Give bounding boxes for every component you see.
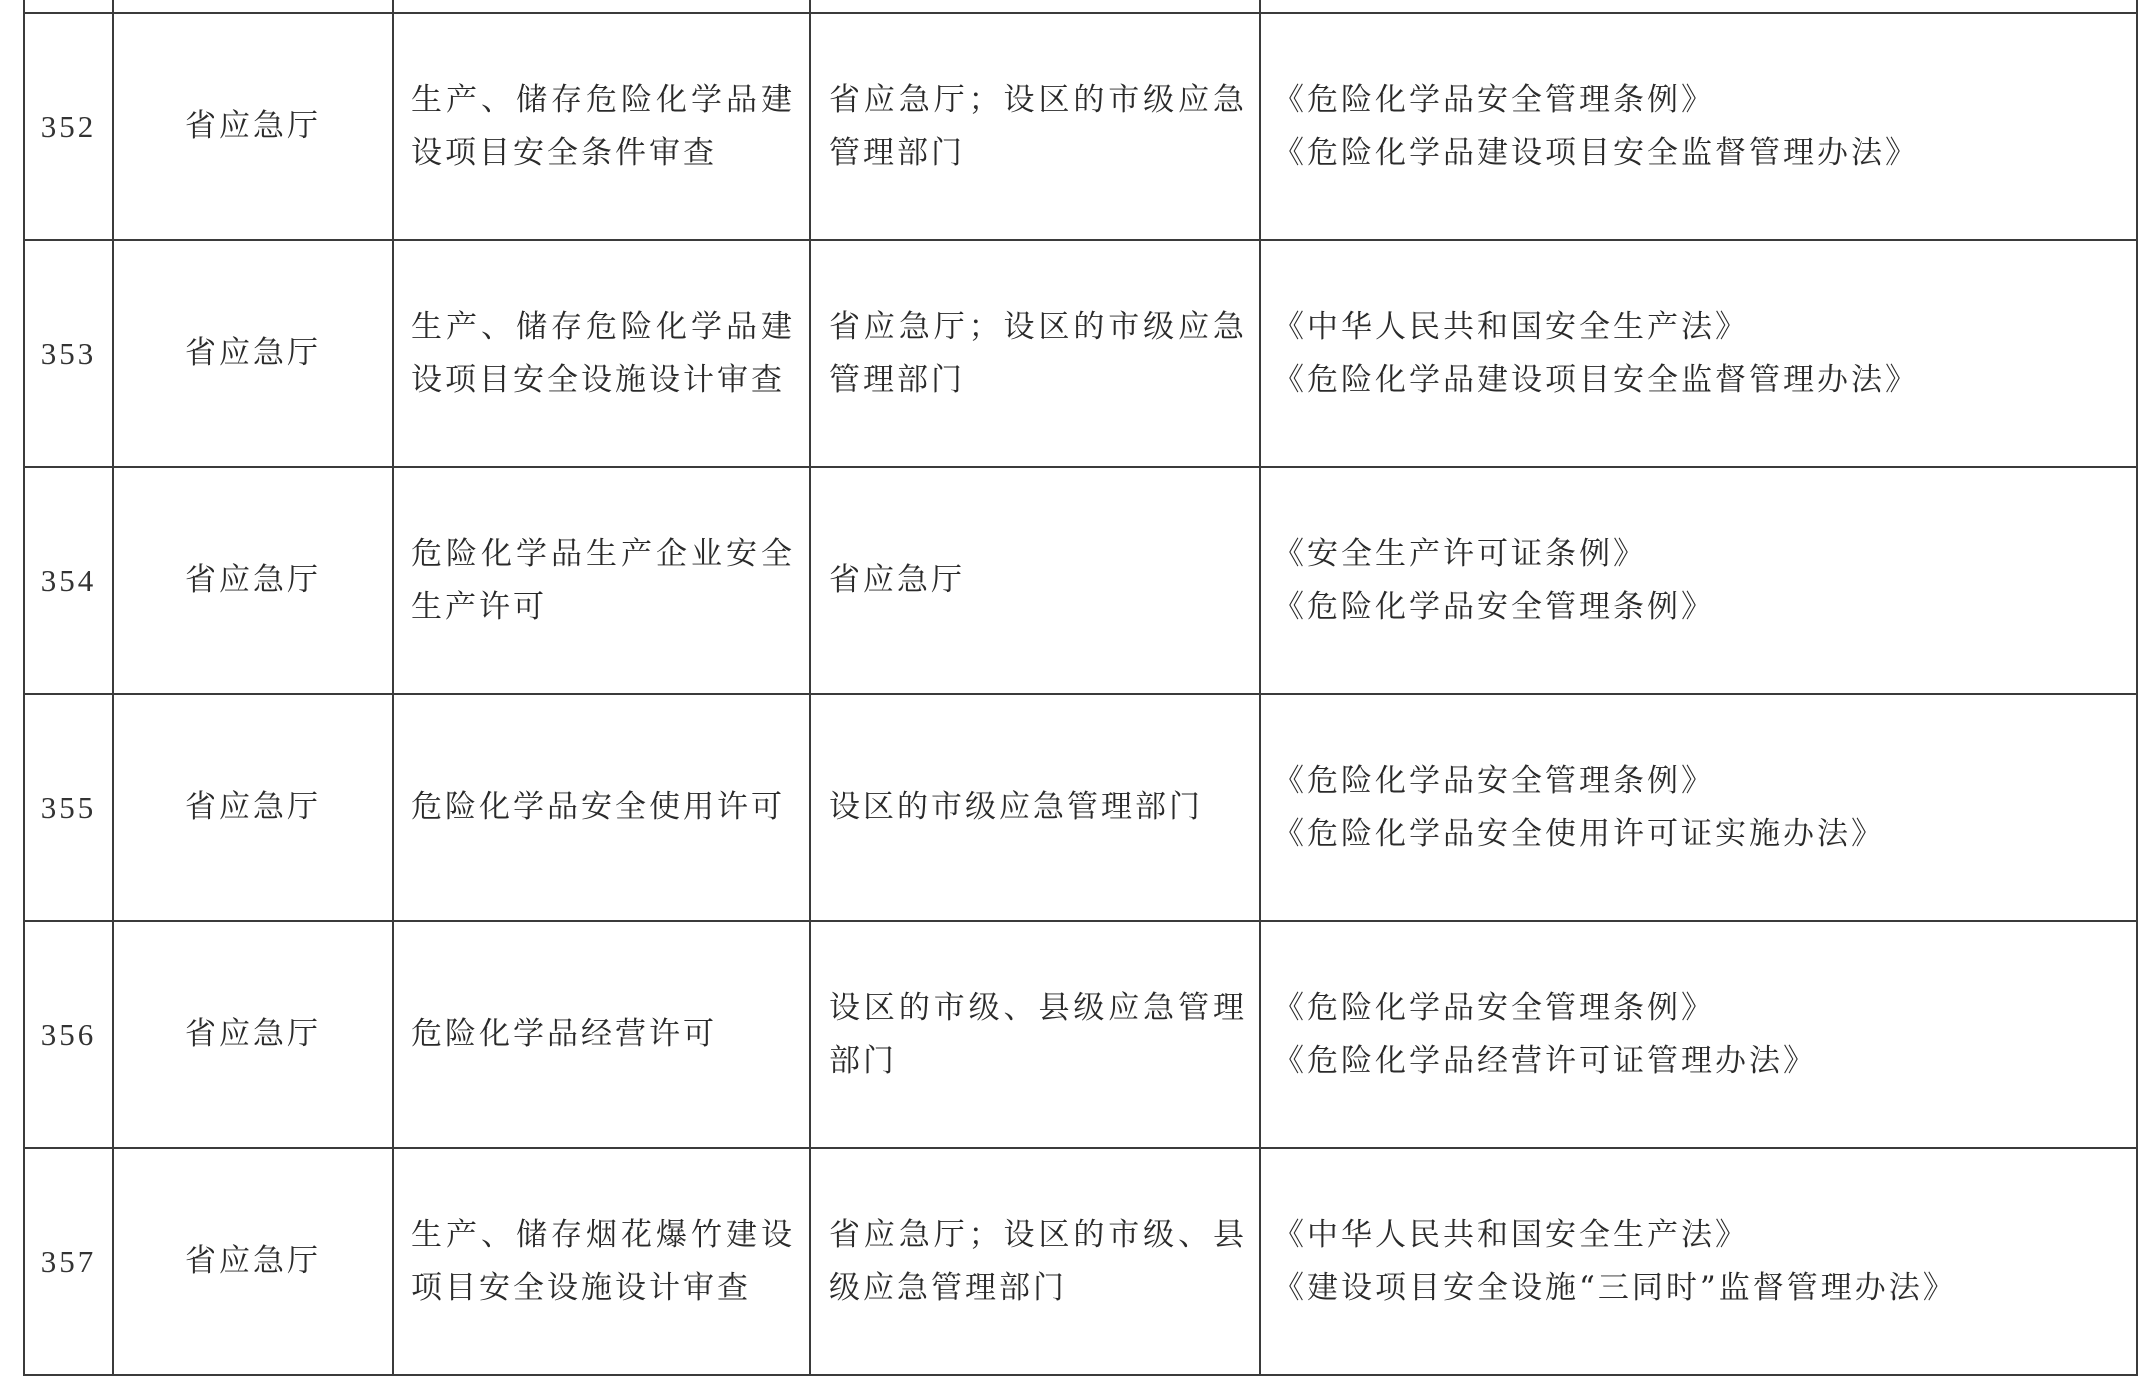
- legal-basis-cell: [1260, 694, 2137, 921]
- legal-basis-cell: [1260, 1148, 2137, 1375]
- item-name-cell: 生产、储存烟花爆竹建设项目安全设施设计审查: [393, 1148, 810, 1375]
- implementing-authority-cell: 省应急厅；设区的市级应急管理部门: [810, 13, 1260, 240]
- department-cell: 省应急厅: [113, 921, 393, 1148]
- legal-basis-line: 《安全生产许可证条例》: [1273, 535, 1647, 572]
- department-cell: 省应急厅: [113, 13, 393, 240]
- table-row: [24, 921, 2137, 1148]
- table-row: [24, 694, 2137, 921]
- row-number: 355: [24, 694, 113, 921]
- legal-basis-line: 《危险化学品安全使用许可证实施办法》: [1273, 815, 1885, 852]
- licensing-items-table: [23, 0, 2138, 1376]
- implementing-authority-cell: 设区的市级应急管理部门: [810, 694, 1260, 921]
- row-number: 354: [24, 467, 113, 694]
- row-number: 356: [24, 921, 113, 1148]
- department-cell: 省应急厅: [113, 240, 393, 467]
- legal-basis-line: 《建设项目安全设施“三同时”监督管理办法》: [1273, 1269, 1957, 1306]
- row-number: 357: [24, 1148, 113, 1375]
- department-cell: 省应急厅: [113, 467, 393, 694]
- legal-basis-line: 《中华人民共和国安全生产法》: [1273, 1216, 1749, 1253]
- table-row: [24, 467, 2137, 694]
- department-cell: 省应急厅: [113, 694, 393, 921]
- legal-basis-line: 《危险化学品建设项目安全监督管理办法》: [1273, 134, 1919, 171]
- item-name-cell: 危险化学品生产企业安全生产许可: [393, 467, 810, 694]
- implementing-authority-cell: 省应急厅；设区的市级、县级应急管理部门: [810, 1148, 1260, 1375]
- item-name-cell: [393, 0, 810, 13]
- row-number: 352: [24, 13, 113, 240]
- legal-basis-cell: [1260, 921, 2137, 1148]
- row-number: 353: [24, 240, 113, 467]
- implementing-authority-cell: 设区的市级、县级应急管理部门: [810, 921, 1260, 1148]
- legal-basis-cell: [1260, 240, 2137, 467]
- item-name-cell: 生产、储存危险化学品建设项目安全条件审查: [393, 13, 810, 240]
- legal-basis-line: 《危险化学品安全管理条例》: [1273, 588, 1715, 625]
- implementing-authority-cell: 省应急厅；设区的市级应急管理部门: [810, 240, 1260, 467]
- legal-basis-line: 《危险化学品安全管理条例》: [1273, 762, 1715, 799]
- legal-basis-line: 《危险化学品经营许可证管理办法》: [1273, 1042, 1817, 1079]
- row-number: [24, 0, 113, 13]
- legal-basis-line: 《危险化学品安全管理条例》: [1273, 81, 1715, 118]
- table-row: [24, 0, 2137, 13]
- table-row: [24, 13, 2137, 240]
- legal-basis-line: 《中华人民共和国安全生产法》: [1273, 308, 1749, 345]
- legal-basis-cell: [1260, 0, 2137, 13]
- table-row: [24, 1148, 2137, 1375]
- item-name-cell: 生产、储存危险化学品建设项目安全设施设计审查: [393, 240, 810, 467]
- implementing-authority-cell: [810, 0, 1260, 13]
- department-cell: 省应急厅: [113, 1148, 393, 1375]
- table-row: [24, 240, 2137, 467]
- legal-basis-cell: [1260, 467, 2137, 694]
- item-name-cell: 危险化学品经营许可: [393, 921, 810, 1148]
- legal-basis-line: 《危险化学品安全管理条例》: [1273, 989, 1715, 1026]
- item-name-cell: 危险化学品安全使用许可: [393, 694, 810, 921]
- legal-basis-line: 《危险化学品建设项目安全监督管理办法》: [1273, 361, 1919, 398]
- implementing-authority-cell: 省应急厅: [810, 467, 1260, 694]
- department-cell: [113, 0, 393, 13]
- legal-basis-cell: [1260, 13, 2137, 240]
